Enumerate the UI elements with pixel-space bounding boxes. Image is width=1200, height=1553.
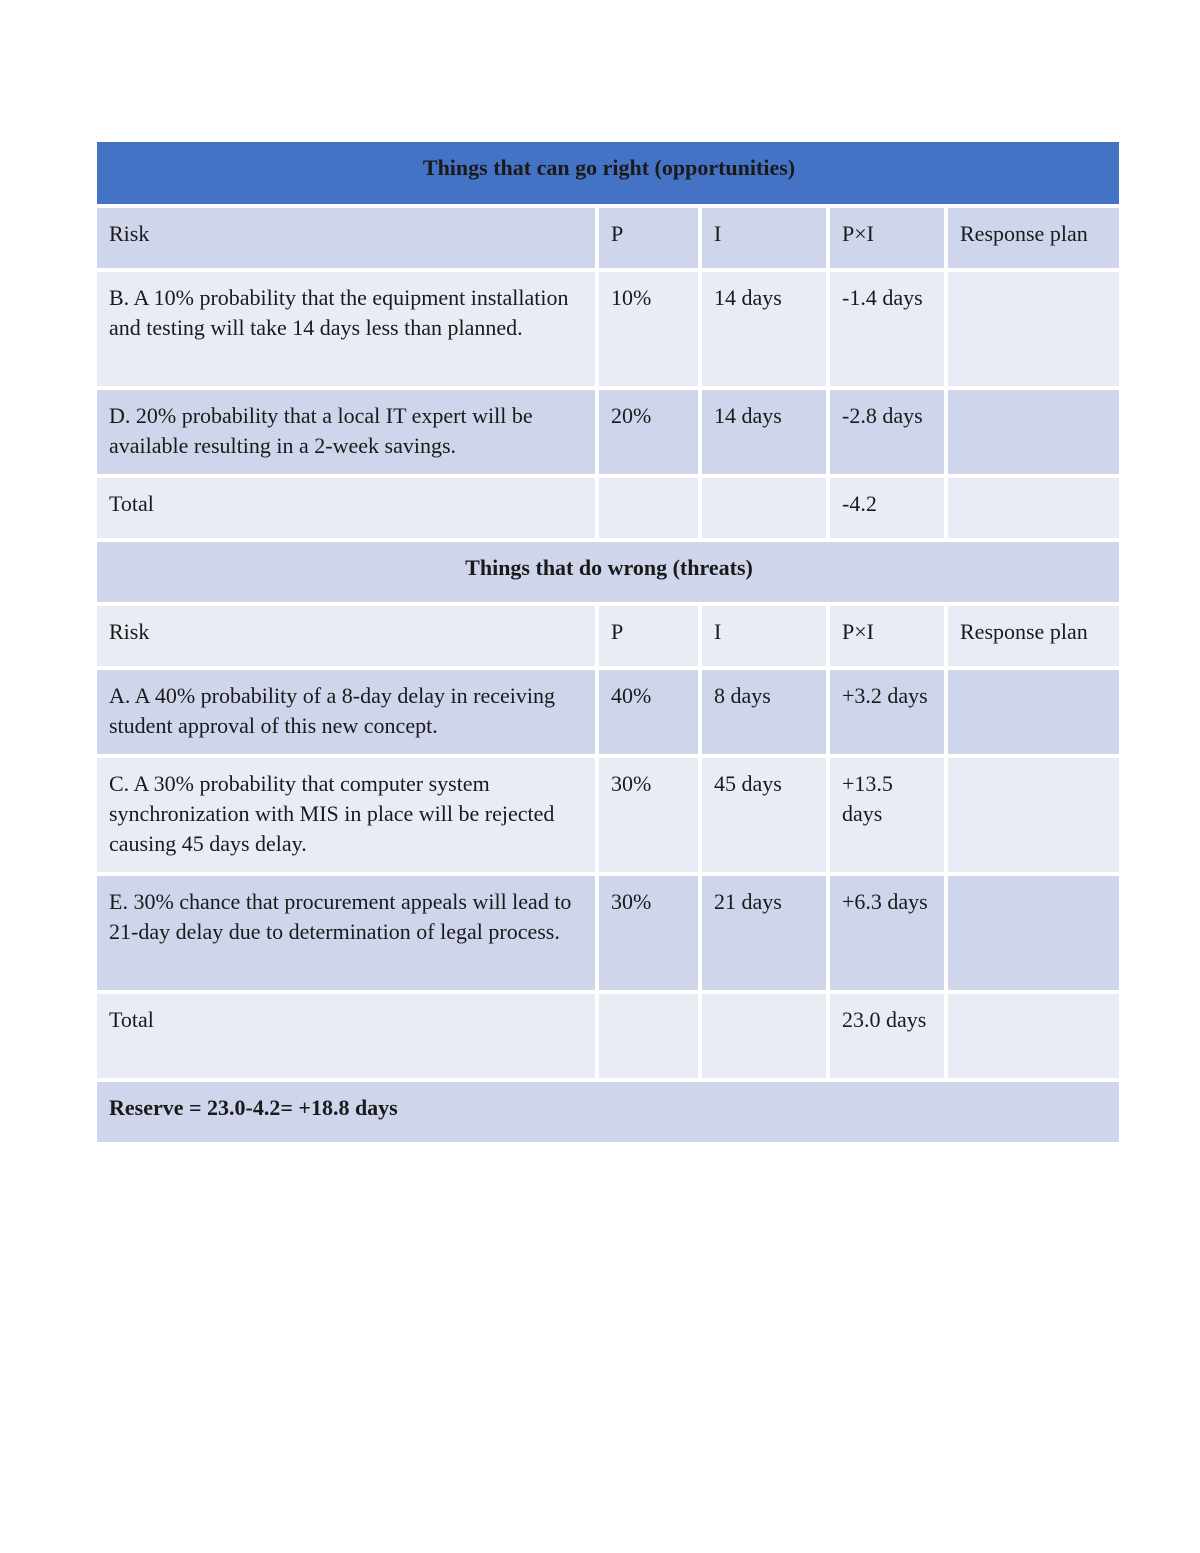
pxi-cell: -2.8 days bbox=[830, 390, 944, 474]
column-header-pxi: P×I bbox=[830, 208, 944, 268]
threats-total-row bbox=[97, 994, 1119, 1078]
impact-cell: 45 days bbox=[702, 758, 826, 872]
column-header-pxi: P×I bbox=[830, 606, 944, 666]
impact-cell: 8 days bbox=[702, 670, 826, 754]
column-header-response-plan: Response plan bbox=[948, 606, 1119, 666]
impact-cell: 14 days bbox=[702, 390, 826, 474]
threats-header-row bbox=[97, 606, 1119, 666]
opportunities-title-row bbox=[97, 142, 1119, 204]
risk-description: A. A 40% probability of a 8-day delay in receiving student approval of this new concept. bbox=[97, 670, 595, 754]
table-row bbox=[97, 670, 1119, 754]
probability-cell: 20% bbox=[599, 390, 698, 474]
table-row bbox=[97, 876, 1119, 990]
pxi-cell: +6.3 days bbox=[830, 876, 944, 990]
opportunities-title: Things that can go right (opportunities) bbox=[97, 142, 1119, 204]
risk-description: D. 20% probability that a local IT expert will be available resulting in a 2-week savings. bbox=[97, 390, 595, 474]
response-plan-cell bbox=[948, 670, 1119, 754]
total-response-cell bbox=[948, 478, 1119, 538]
total-p-cell bbox=[599, 478, 698, 538]
risk-description: B. A 10% probability that the equipment installation and testing will take 14 days less than planned. bbox=[97, 272, 595, 386]
column-header-p: P bbox=[599, 208, 698, 268]
total-pxi-cell: 23.0 days bbox=[830, 994, 944, 1078]
probability-cell: 30% bbox=[599, 758, 698, 872]
response-plan-cell bbox=[948, 390, 1119, 474]
total-i-cell bbox=[702, 478, 826, 538]
total-response-cell bbox=[948, 994, 1119, 1078]
table-row bbox=[97, 272, 1119, 386]
probability-cell: 40% bbox=[599, 670, 698, 754]
pxi-cell: +13.5 days bbox=[830, 758, 944, 872]
response-plan-cell bbox=[948, 758, 1119, 872]
threats-title-row bbox=[97, 542, 1119, 602]
probability-cell: 30% bbox=[599, 876, 698, 990]
total-label: Total bbox=[97, 478, 595, 538]
reserve-summary: Reserve = 23.0-4.2= +18.8 days bbox=[97, 1082, 1119, 1142]
response-plan-cell bbox=[948, 272, 1119, 386]
response-plan-cell bbox=[948, 876, 1119, 990]
total-pxi-cell: -4.2 bbox=[830, 478, 944, 538]
table-row bbox=[97, 758, 1119, 872]
table-row bbox=[97, 390, 1119, 474]
column-header-p: P bbox=[599, 606, 698, 666]
column-header-i: I bbox=[702, 606, 826, 666]
reserve-row bbox=[97, 1082, 1119, 1142]
threats-title: Things that do wrong (threats) bbox=[97, 542, 1119, 602]
column-header-i: I bbox=[702, 208, 826, 268]
total-p-cell bbox=[599, 994, 698, 1078]
opportunities-total-row bbox=[97, 478, 1119, 538]
risk-analysis-table bbox=[93, 138, 1123, 1146]
impact-cell: 21 days bbox=[702, 876, 826, 990]
opportunities-header-row bbox=[97, 208, 1119, 268]
pxi-cell: +3.2 days bbox=[830, 670, 944, 754]
total-i-cell bbox=[702, 994, 826, 1078]
risk-description: C. A 30% probability that computer system synchronization with MIS in place will be rejected causing 45 days delay. bbox=[97, 758, 595, 872]
impact-cell: 14 days bbox=[702, 272, 826, 386]
total-label: Total bbox=[97, 994, 595, 1078]
probability-cell: 10% bbox=[599, 272, 698, 386]
risk-description: E. 30% chance that procurement appeals will lead to 21-day delay due to determination of legal process. bbox=[97, 876, 595, 990]
column-header-response-plan: Response plan bbox=[948, 208, 1119, 268]
column-header-risk: Risk bbox=[97, 606, 595, 666]
pxi-cell: -1.4 days bbox=[830, 272, 944, 386]
column-header-risk: Risk bbox=[97, 208, 595, 268]
